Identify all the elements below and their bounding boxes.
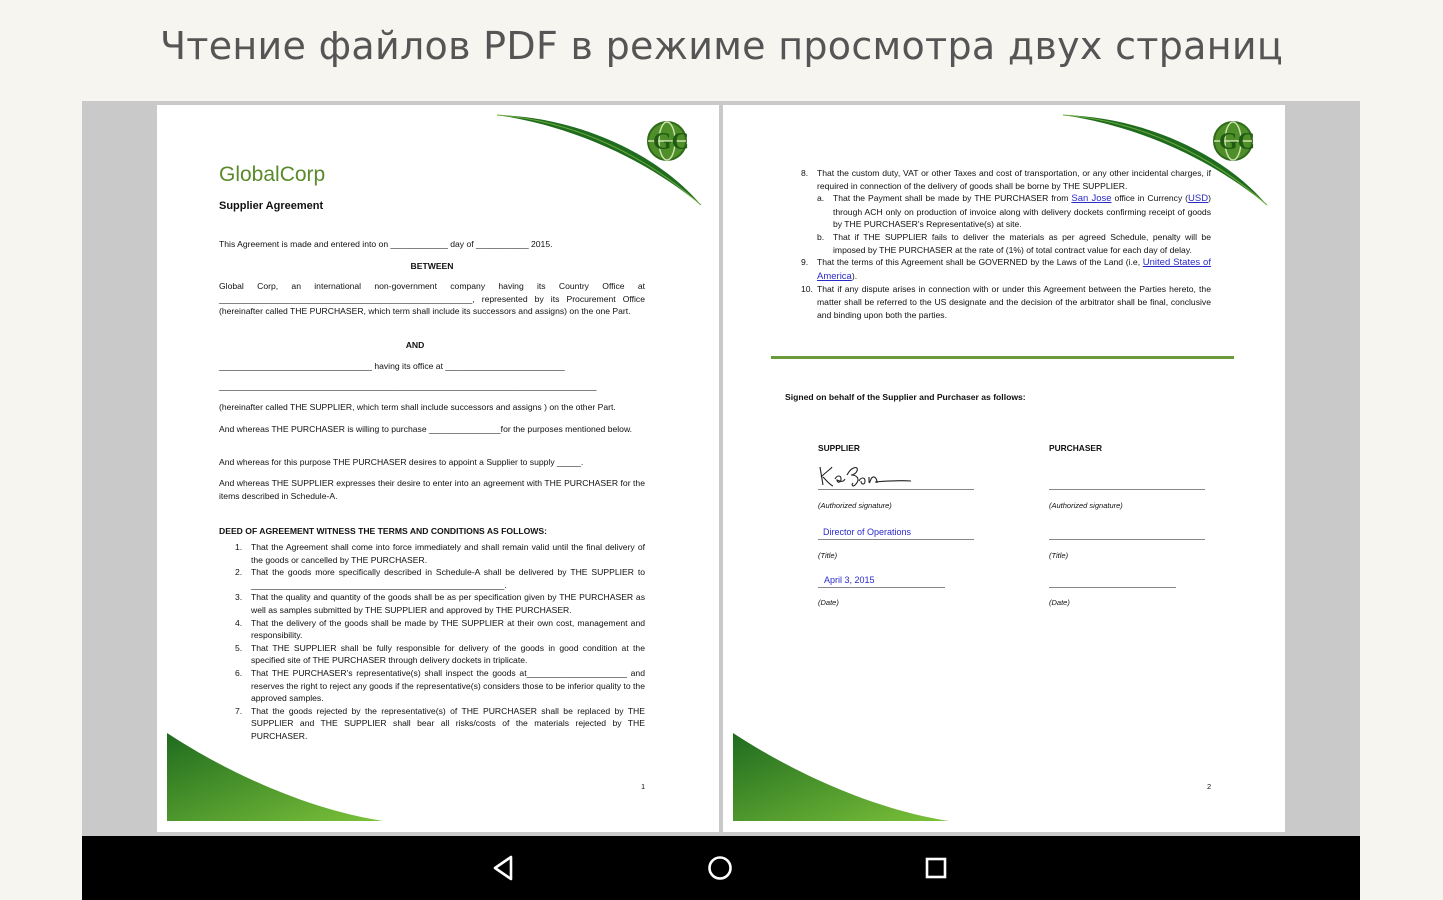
back-button[interactable]: [489, 852, 521, 884]
clause-item: 6. That THE PURCHASER's representative(s) shall inspect the goods at_____________________ and reserves the right to reject any goods if the representative(s) considers those to be inferior quality to the approved samples.: [235, 667, 645, 704]
title-caption: (Title): [1049, 551, 1069, 560]
recents-button[interactable]: [920, 852, 952, 884]
clause-list: [219, 541, 645, 743]
currency-field[interactable]: USD: [1188, 193, 1209, 205]
between-heading: BETWEEN: [410, 261, 454, 271]
whereas-2: And whereas for this purpose THE PURCHASER desires to appoint a Supplier to supply _____.: [219, 457, 584, 467]
clause-item: 4. That the delivery of the goods shall be made by THE SUPPLIER at their own cost, management and responsibility.: [235, 617, 645, 641]
clause-item: 1. That the Agreement shall come into force immediately and shall remain valid until the final delivery of the goods or cancelled by THE PURCHASER.: [235, 542, 645, 565]
sub-clause-a: a. That the Payment shall be made by THE PURCHASER from San Jose office in Currency (USD) through ACH only on production of invoice along with delivery dockets confirming receipt of goods by THE PURCHASER's Representative(s) at site.: [817, 193, 1211, 230]
svg-text:GC: GC: [1219, 129, 1255, 155]
supplier-signature-line: [818, 489, 974, 490]
recents-icon: [920, 852, 952, 884]
clause-item: 10. That if any dispute arises in connection with or under this Agreement between the Parties hereto, the matter shall be referred to the US designate and the decision of the arbitrator shall be final, conclusive and binding upon both the parties.: [801, 284, 1211, 320]
supplier-date-field[interactable]: April 3, 2015: [824, 575, 875, 585]
page-number: 2: [1207, 782, 1212, 791]
home-icon: [704, 852, 736, 884]
section-divider: [771, 356, 1234, 359]
pdf-page-2[interactable]: [723, 105, 1285, 832]
intro-text: This Agreement is made and entered into on ____________ day of ___________ 2015.: [219, 239, 553, 249]
system-navigation-bar: [82, 836, 1360, 900]
purchaser-title-line[interactable]: [1049, 539, 1205, 540]
signature-caption: (Authorized signature): [818, 501, 892, 510]
pdf-page-1[interactable]: [157, 105, 719, 832]
sub-clause-b: b. That if THE SUPPLIER fails to deliver the materials as per agreed Schedule, penalty will be imposed by THE PURCHASER at the rate of (1%) of total contract value for each day of delay.: [817, 231, 1211, 255]
city-field[interactable]: San Jose: [1071, 193, 1112, 205]
date-caption: (Date): [1049, 598, 1070, 607]
party2-note: (hereinafter called THE SUPPLIER, which term shall include successors and assigns ) on the other Part.: [219, 402, 616, 412]
deed-heading: DEED OF AGREEMENT WITNESS THE TERMS AND CONDITIONS AS FOLLOWS:: [219, 526, 547, 536]
clause-item: 3. That the quality and quantity of the goods shall be as per specification given by THE PURCHASER as well as samples submitted by THE SUPPLIER and approved by THE PURCHASER.: [235, 592, 645, 615]
supplier-title-field[interactable]: Director of Operations: [823, 527, 912, 537]
clause-item: 5. That THE SUPPLIER shall be fully responsible for delivery of the goods in good condition at the specified site of THE PURCHASER through delivery dockets in triplicate.: [235, 642, 645, 666]
supplier-heading: SUPPLIER: [818, 443, 860, 453]
party2-line-1: ________________________________ having its office at _________________________: [219, 361, 565, 371]
clause-item: 2. That the goods more specifically described in Schedule-A shall be delivered by THE SUPPLIER to _____________________________________________________.: [235, 567, 645, 590]
purchaser-date-line[interactable]: [1049, 587, 1176, 588]
signature-caption: (Authorized signature): [1049, 501, 1123, 510]
globalcorp-logo-icon: [1209, 117, 1265, 165]
svg-text:GC: GC: [653, 129, 689, 155]
footer-swoosh: [731, 731, 951, 823]
and-heading: AND: [405, 340, 425, 350]
signed-statement: Signed on behalf of the Supplier and Purchaser as follows:: [785, 392, 1026, 402]
document-title: Supplier Agreement: [219, 200, 324, 212]
clause-item: 7. That the goods rejected by the representative(s) of THE PURCHASER shall be replaced by THE SUPPLIER and THE SUPPLIER shall bear all risks/costs of the materials rejected by THE PURCHASER.: [235, 705, 645, 741]
country-field[interactable]: United States of America: [817, 257, 1211, 282]
whereas-3: And whereas THE SUPPLIER expresses their desire to enter into an agreement with THE PURCHASER for the items described in Schedule-A.: [219, 478, 645, 501]
footer-swoosh: [165, 731, 385, 823]
clause-list: [785, 167, 1211, 321]
clause-item: 9. That the terms of this Agreement shall be GOVERNED by the Laws of the Land (i.e, United States of America).: [801, 257, 1211, 282]
whereas-1: And whereas THE PURCHASER is willing to purchase _______________for the purposes mentioned below.: [219, 424, 633, 434]
supplier-date-line: [818, 587, 945, 588]
back-icon: [489, 852, 521, 884]
home-button[interactable]: [704, 852, 736, 884]
supplier-title-line: [818, 539, 974, 540]
company-name: GlobalCorp: [219, 163, 326, 186]
purchaser-signature-line[interactable]: [1049, 489, 1205, 490]
purchaser-heading: PURCHASER: [1049, 443, 1103, 453]
party2-line-2: _______________________________________________________________________________: [219, 381, 597, 391]
promo-headline: Чтение файлов PDF в режиме просмотра двух страниц: [159, 24, 1284, 68]
party1-text: Global Corp, an international non-government company having its Country Office at _____________________________________________________, represented by its Procurement Office (hereinafter called THE PURCHASER, which term shall include its successors and assigns) on the one Part.: [219, 281, 645, 317]
clause-item: 8. That the custom duty, VAT or other Taxes and cost of transportation, or any other incidental charges, if required in connection of the delivery of goods shall be borne by THE SUPPLIER. a. That the Payment shall be made by THE PURCHASER from San Jose office in Currency (USD) through ACH only on production of invoice along with delivery dockets confirming receipt of goods by THE PURCHASER's Representative(s) at site. b. That if THE SUPPLIER fails to deliver the materials as per agreed Schedule, penalty will be imposed by THE PURCHASER at the rate of (1%) of total contract value for each day of delay.: [801, 168, 1211, 255]
supplier-signature[interactable]: [817, 461, 915, 489]
date-caption: (Date): [818, 598, 839, 607]
pdf-viewer: [82, 101, 1360, 900]
title-caption: (Title): [818, 551, 838, 560]
page-number: 1: [641, 782, 646, 791]
globalcorp-logo-icon: [643, 117, 699, 165]
